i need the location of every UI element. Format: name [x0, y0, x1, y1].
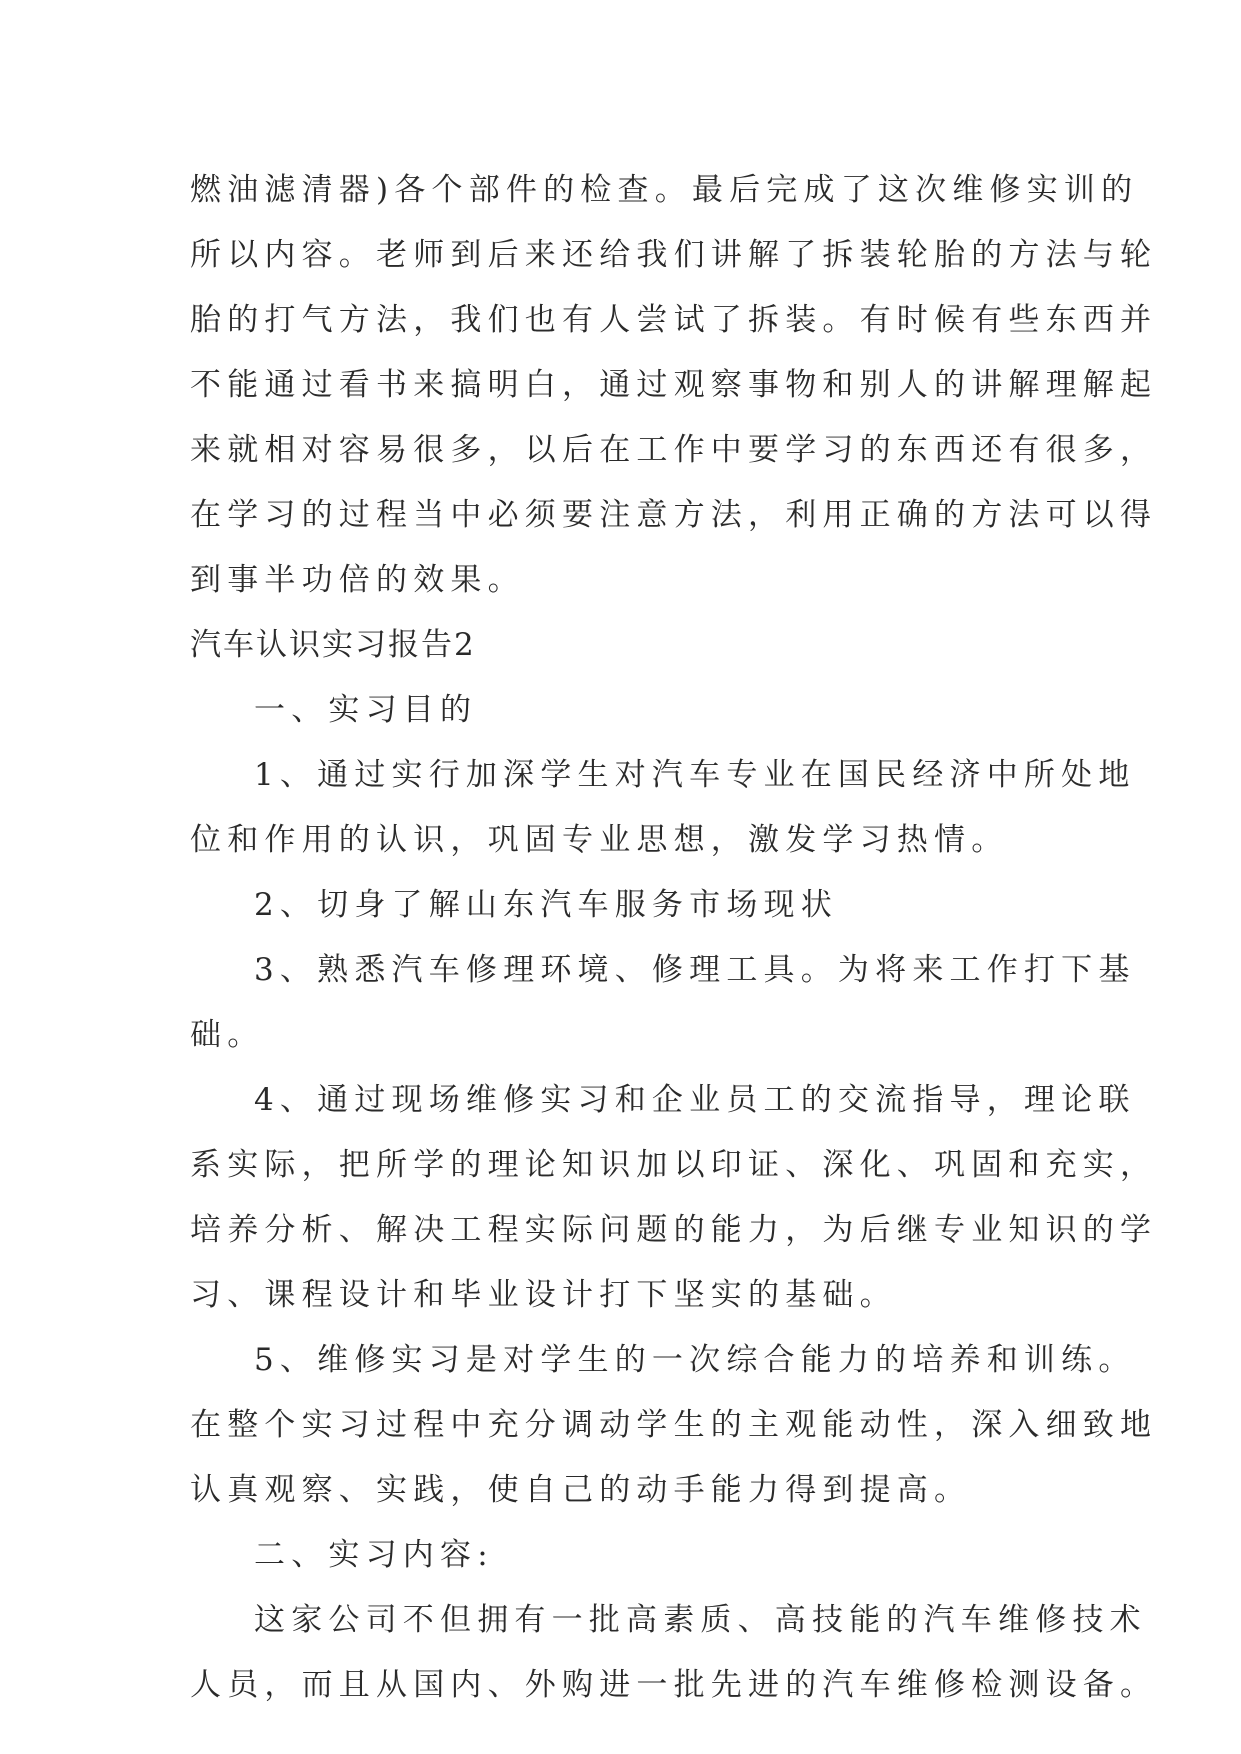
- text-line: 二、实习内容:: [254, 1537, 494, 1573]
- text-line: 3、熟悉汽车修理环境、修理工具。为将来工作打下基: [254, 952, 1136, 988]
- text-line: 来就相对容易很多，以后在工作中要学习的东西还有很多，: [190, 432, 1158, 468]
- text-line: 燃油滤清器)各个部件的检查。最后完成了这次维修实训的: [190, 172, 1139, 208]
- text-line: 不能通过看书来搞明白，通过观察事物和别人的讲解理解起: [190, 367, 1158, 403]
- text-line: 胎的打气方法，我们也有人尝试了拆装。有时候有些东西并: [190, 302, 1158, 338]
- text-line: 系实际，把所学的理论知识加以印证、深化、巩固和充实，: [190, 1147, 1158, 1183]
- text-line: 础。: [190, 1017, 265, 1053]
- text-line: 人员，而且从国内、外购进一批先进的汽车维修检测设备。: [190, 1667, 1158, 1703]
- text-line: 在学习的过程当中必须要注意方法，利用正确的方法可以得: [190, 497, 1158, 533]
- text-line: 2、切身了解山东汽车服务市场现状: [254, 887, 838, 923]
- text-line: 认真观察、实践，使自己的动手能力得到提高。: [190, 1472, 972, 1508]
- text-line: 所以内容。老师到后来还给我们讲解了拆装轮胎的方法与轮: [190, 237, 1158, 273]
- text-line: 一、实习目的: [254, 692, 478, 728]
- section-heading: 汽车认识实习报告2: [190, 627, 476, 663]
- text-line: 5、维修实习是对学生的一次综合能力的培养和训练。: [254, 1342, 1136, 1378]
- text-line: 位和作用的认识，巩固专业思想，激发学习热情。: [190, 822, 1009, 858]
- text-line: 到事半功倍的效果。: [190, 562, 525, 598]
- text-line: 这家公司不但拥有一批高素质、高技能的汽车维修技术: [254, 1602, 1147, 1638]
- text-line: 习、课程设计和毕业设计打下坚实的基础。: [190, 1277, 897, 1313]
- text-line: 1、通过实行加深学生对汽车专业在国民经济中所处地: [254, 757, 1136, 793]
- document-body: [190, 158, 1158, 1718]
- text-line: 培养分析、解决工程实际问题的能力，为后继专业知识的学: [190, 1212, 1158, 1248]
- text-line: 在整个实习过程中充分调动学生的主观能动性，深入细致地: [190, 1407, 1158, 1443]
- text-line: 4、通过现场维修实习和企业员工的交流指导，理论联: [254, 1082, 1136, 1118]
